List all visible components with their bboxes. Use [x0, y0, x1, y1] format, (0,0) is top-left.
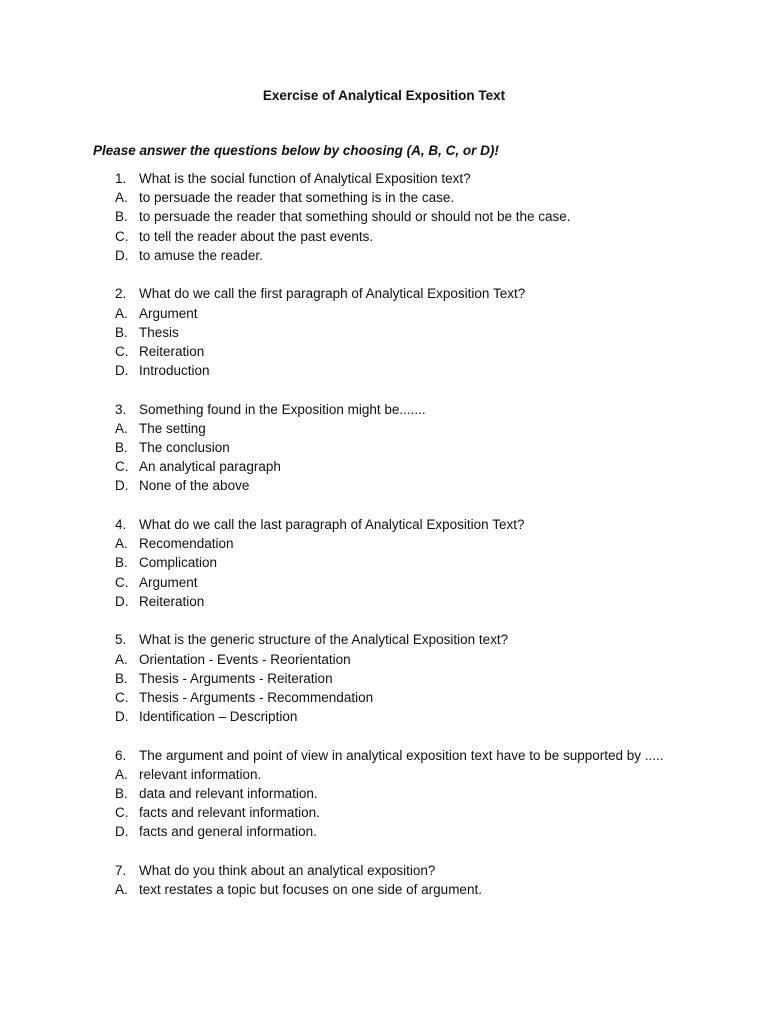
option-a: [0, 650, 768, 669]
option-text: Thesis - Arguments - Reiteration: [139, 670, 333, 686]
question-number: 1.: [115, 171, 127, 186]
question-number: 4.: [115, 516, 127, 532]
option-letter: A.: [115, 536, 128, 552]
option-letter: B.: [115, 324, 128, 340]
option-text: to tell the reader about the past events.: [139, 228, 374, 244]
option-letter: B.: [115, 670, 128, 686]
question-4-stem: [0, 515, 768, 534]
option-b: [0, 207, 768, 226]
option-letter: C.: [115, 574, 129, 590]
option-c: [0, 457, 768, 476]
option-text: Orientation - Events - Reorientation: [139, 651, 351, 667]
option-text: to amuse the reader.: [139, 247, 263, 263]
option-text: data and relevant information.: [139, 786, 318, 802]
question-2: [0, 284, 768, 380]
option-text: Recomendation: [139, 536, 234, 552]
question-3: [0, 400, 768, 496]
option-text: text restates a topic but focuses on one side of argument.: [139, 882, 482, 898]
option-letter: B.: [115, 440, 128, 456]
option-d: [0, 707, 768, 726]
question-number: 6.: [115, 747, 127, 763]
option-letter: D.: [115, 824, 129, 840]
question-text: What is the generic structure of the Analytical Exposition text?: [139, 632, 509, 648]
option-text: Thesis - Arguments - Recommendation: [139, 689, 374, 705]
question-5-stem: [0, 630, 768, 649]
option-letter: A.: [115, 305, 128, 321]
option-b: [0, 784, 768, 803]
question-7: [0, 861, 768, 899]
option-letter: A.: [115, 651, 128, 667]
option-letter: D.: [115, 709, 129, 725]
option-c: [0, 342, 768, 361]
question-text: Something found in the Exposition might be.......: [139, 401, 426, 417]
option-d: [0, 592, 768, 611]
instruction-text: Please answer the questions below by choosing (A, B, C, or D)!: [93, 143, 499, 158]
option-letter: D.: [115, 478, 129, 494]
question-6-stem: [0, 746, 768, 765]
option-text: Argument: [139, 574, 198, 590]
option-letter: D.: [115, 247, 129, 263]
option-text: Complication: [139, 555, 218, 571]
question-7-stem: [0, 861, 768, 880]
option-letter: C.: [115, 805, 129, 821]
option-text: Introduction: [139, 363, 210, 379]
option-letter: A.: [115, 420, 128, 436]
option-text: None of the above: [139, 478, 250, 494]
document-title: Exercise of Analytical Exposition Text: [262, 88, 506, 103]
question-text: What is the social function of Analytical Exposition text?: [139, 171, 471, 186]
option-c: [0, 803, 768, 822]
question-1-stem: [0, 169, 768, 188]
option-text: Identification – Description: [139, 709, 298, 725]
option-letter: B.: [115, 786, 128, 802]
option-b: [0, 669, 768, 688]
option-letter: C.: [115, 228, 129, 244]
question-4: [0, 515, 768, 611]
option-a: [0, 304, 768, 323]
question-6: [0, 746, 768, 842]
option-text: An analytical paragraph: [139, 459, 281, 475]
option-text: relevant information.: [139, 766, 262, 782]
option-d: [0, 246, 768, 265]
option-text: The setting: [139, 420, 206, 436]
option-text: facts and general information.: [139, 824, 317, 840]
question-text: What do you think about an analytical exposition?: [139, 862, 436, 878]
option-a: [0, 880, 768, 899]
option-d: [0, 476, 768, 495]
option-letter: D.: [115, 593, 129, 609]
option-c: [0, 573, 768, 592]
question-number: 5.: [115, 632, 127, 648]
option-text: The conclusion: [139, 440, 230, 456]
option-letter: C.: [115, 459, 129, 475]
option-letter: A.: [115, 766, 128, 782]
question-number: 7.: [115, 862, 127, 878]
option-b: [0, 323, 768, 342]
option-a: [0, 419, 768, 438]
option-b: [0, 438, 768, 457]
option-d: [0, 361, 768, 380]
option-a: [0, 188, 768, 207]
option-letter: B.: [115, 209, 128, 225]
question-text: The argument and point of view in analytical exposition text have to be supported by .....: [139, 747, 664, 763]
option-text: to persuade the reader that something is in the case.: [139, 190, 455, 206]
option-letter: D.: [115, 363, 129, 379]
option-letter: B.: [115, 555, 128, 571]
option-d: [0, 822, 768, 841]
option-a: [0, 765, 768, 784]
question-3-stem: [0, 400, 768, 419]
option-text: Thesis: [139, 324, 179, 340]
option-text: Reiteration: [139, 593, 205, 609]
option-text: to persuade the reader that something should or should not be the case.: [139, 209, 571, 225]
option-letter: C.: [115, 343, 129, 359]
option-b: [0, 553, 768, 572]
option-letter: C.: [115, 689, 129, 705]
question-text: What do we call the first paragraph of Analytical Exposition Text?: [139, 286, 526, 302]
option-text: Reiteration: [139, 343, 205, 359]
option-text: facts and relevant information.: [139, 805, 320, 821]
question-5: [0, 630, 768, 726]
question-number: 2.: [115, 286, 127, 302]
option-a: [0, 534, 768, 553]
question-2-stem: [0, 284, 768, 303]
option-letter: A.: [115, 882, 128, 898]
question-list: [0, 169, 768, 919]
option-text: Argument: [139, 305, 198, 321]
question-number: 3.: [115, 401, 127, 417]
option-c: [0, 688, 768, 707]
question-text: What do we call the last paragraph of Analytical Exposition Text?: [139, 516, 525, 532]
option-letter: A.: [115, 190, 128, 206]
option-c: [0, 227, 768, 246]
question-1: [0, 169, 768, 265]
